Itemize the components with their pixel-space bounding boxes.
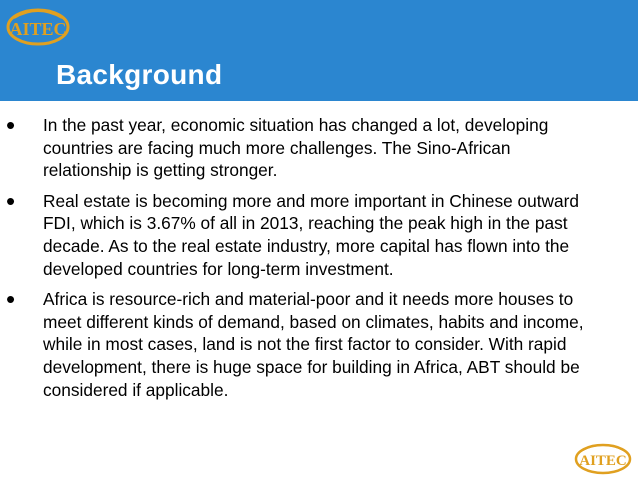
bullet-dot-icon: • [6,185,16,216]
title-bar [0,0,638,101]
bullet-dot-icon: • [6,284,16,315]
aitec-logo-bottom [572,441,634,477]
slide-title: Background [56,59,223,90]
logo-bottom-text: AITEC [579,453,627,469]
logo-top-text: AITEC [9,19,67,39]
bullet-dot-icon: • [6,110,16,140]
bullet-text: Real estate is becoming more and more important in Chinese outward FDI, which is 3.67% of all in 2013, reaching the peak high in the past decade. As to the real estate industry, more capital has flown into the developed countries for long-term investment. [43,190,579,279]
aitec-logo-top [4,6,72,48]
bullet-item [0,110,638,182]
bullet-item [0,185,638,280]
bullet-text: Africa is resource-rich and material-poor and it needs more houses to meet different kinds of demand, based on climates, habits and income, while in most cases, land is not the first factor to consider. With rapid development, there is huge space for building in Africa, ABT should be considered if applicable. [43,289,584,400]
bullet-text: In the past year, economic situation has changed a lot, developing countries are facing much more challenges. The Sino-African relationship is getting stronger. [43,115,549,181]
bullet-item [0,284,638,401]
bullet-list [0,110,638,401]
